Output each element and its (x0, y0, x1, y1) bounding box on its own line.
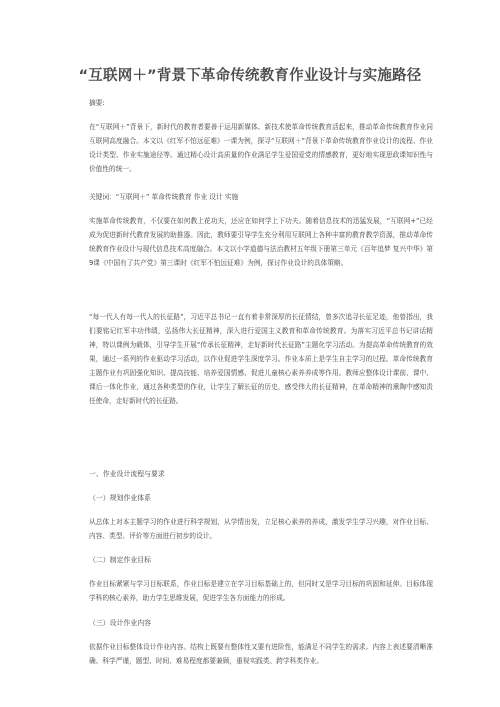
subsection-1-body: 从总体上对本主题学习的作业进行科学规划，从学情出发，立足核心素养的养成，激发学生学习兴趣，对作业目标、内容、类型、评价等方面进行初步的设计。 (89, 518, 433, 540)
subsection-heading-1: （一）规划作业体系 (89, 494, 152, 502)
subsection-heading-2: （二）制定作业目标 (89, 556, 152, 564)
quote-paragraph: “每一代人有每一代人的长征路”，习近平总书记一直有着非常深厚的长征情结，曾多次追寻长征足迹，他曾指出，我们要铭记红军丰功伟绩，弘扬伟大长征精神，深入进行爱国主义教育和革命传统教育。为落实习近平总书记讲话精神，特以课例为载体，引导学生开展“传承长征精神，走好新时代长征路”主题化学习活动。为提高革命传统教育的效果，通过一系列的作业驱动学习活动，以作业促进学生深度学习。作业本质上是学生自主学习的过程。革命传统教育主题作业有巩固强化知识、提高技能、培养爱国情感、促进儿童核心素养养成等作用。教师应整体设计课前、课中、课后一体化作业，通过各种类型的作业，让学生了解长征的历史，感受伟大的长征精神，在革命精神的熏陶中感知责任使命，走好新时代的长征路。 (89, 313, 433, 405)
keywords: 关键词：“互联网＋” 革命传统教育 作业 设计 实施 (89, 193, 239, 201)
section-heading-1: 一、作业设计流程与要求 (89, 470, 165, 478)
abstract-body: 在“互联网＋”背景下，新时代的教育者要善于运用新媒体、新技术使革命传统教育活起来，推动革命传统教育作业同互联网高度融合。本文以《红军不怕远征难》一课为例，探寻“互联网＋”背景下革命传统教育作业设计的流程、作业设计类型、作业实施途径等。通过精心设计高质量的作业满足学生爱国爱党的情感教育，更好地实现思政课知识性与价值性的统一。 (89, 123, 433, 173)
document-title: “互联网＋”背景下革命传统教育作业设计与实施路径 (78, 68, 422, 84)
subsection-3-body: 依据作业目标整体设计作业内容。结构上既要有整体性又要有进阶性，能满足不同学生的需求。内容上表述要清晰准确、科学严谨，题型、时间、难易程度都要兼顾，重视实践类、跨学科类作业。 (89, 643, 433, 665)
subsection-heading-3: （三）设计作业内容 (89, 619, 152, 627)
abstract-label: 摘要: (89, 99, 105, 107)
subsection-2-body: 作业目标紧紧与学习目标联系，作业目标是建立在学习目标基础上的，但同时又是学习目标的巩固和延伸。目标体现学科的核心素养，助力学生思维发展，促进学生各方面能力的形成。 (89, 580, 433, 602)
intro-paragraph: 实施革命传统教育，不仅要在如何教上花功夫，还应在如何学上下功夫。随着信息技术的迅猛发展，“互联网+”已经成为促进新时代教育发展的助推器。因此，教师要引导学生充分利用互联网上各种丰富的教育教学资源，推动革命传统教育作业设计与现代信息技术高度融合。本文以小学道德与法治教材五年级下册第三单元《百年追梦 复兴中华》第9课《中国有了共产党》第三课时《红军不怕远征难》为例，探讨作业设计的具体策略。 (89, 217, 433, 267)
